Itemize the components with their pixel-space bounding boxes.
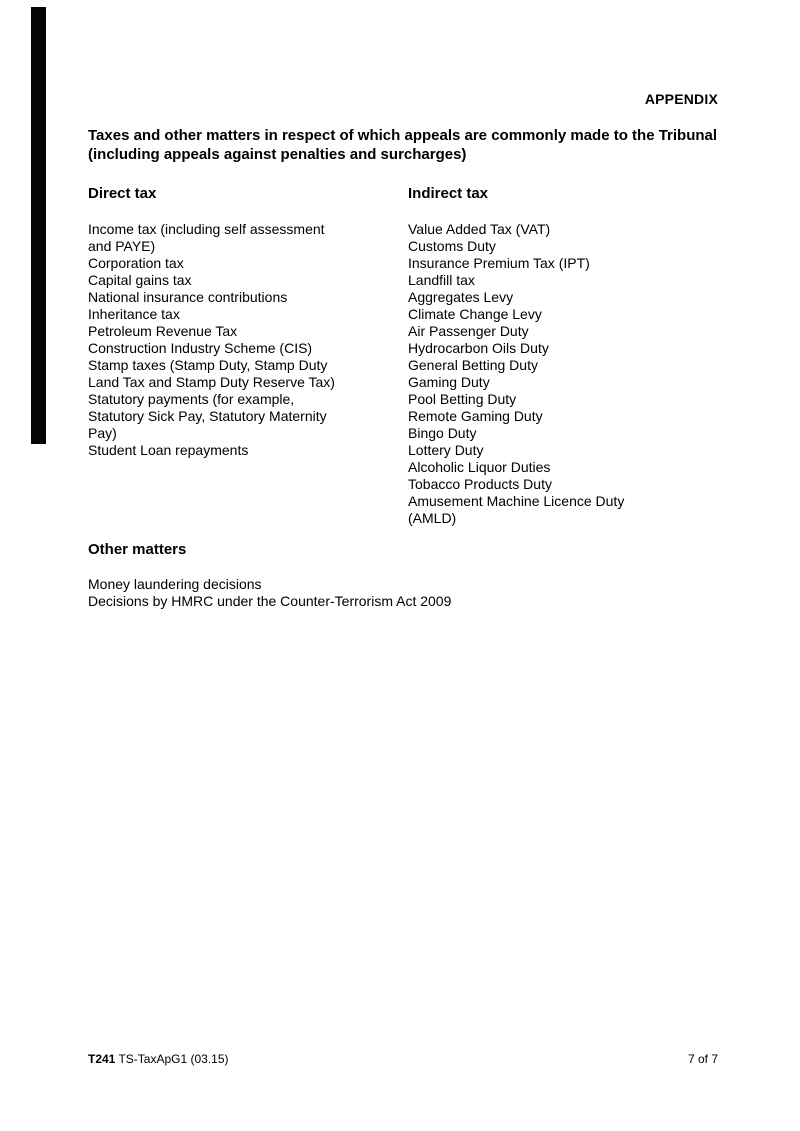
list-line: Statutory payments (for example, (88, 391, 295, 407)
direct-tax-list (88, 221, 408, 459)
indirect-tax-heading: Indirect tax (408, 185, 489, 202)
list-line: (AMLD) (408, 510, 457, 526)
list-line: Lottery Duty (408, 442, 484, 458)
list-line: Aggregates Levy (408, 289, 514, 305)
other-matters-list (88, 576, 451, 610)
indirect-tax-column (408, 185, 748, 527)
list-line: Value Added Tax (VAT) (408, 221, 551, 237)
list-line: Land Tax and Stamp Duty Reserve Tax) (88, 374, 335, 390)
list-line: Landfill tax (408, 272, 475, 288)
list-line: Capital gains tax (88, 272, 192, 288)
page-number: 7 of 7 (687, 1052, 718, 1066)
indirect-tax-list (408, 221, 748, 527)
list-line: Pay) (88, 425, 117, 441)
list-line: Insurance Premium Tax (IPT) (408, 255, 590, 271)
list-line: Bingo Duty (408, 425, 477, 441)
list-line: National insurance contributions (88, 289, 288, 305)
direct-tax-column (88, 185, 408, 459)
list-line: Corporation tax (88, 255, 184, 271)
list-line: Customs Duty (408, 238, 496, 254)
list-line: Student Loan repayments (88, 442, 249, 458)
list-line: Inheritance tax (88, 306, 180, 322)
list-line: Remote Gaming Duty (408, 408, 543, 424)
list-line: Alcoholic Liquor Duties (408, 459, 551, 475)
list-line: Amusement Machine Licence Duty (408, 493, 625, 509)
list-line: Money laundering decisions (88, 576, 262, 592)
page-title: Taxes and other matters in respect of which appeals are commonly made to the Tribunal (including appeals against penalties and surcharges) (88, 127, 718, 163)
form-code: T241 (88, 1052, 116, 1066)
list-line: and PAYE) (88, 238, 156, 254)
list-line: Construction Industry Scheme (CIS) (88, 340, 313, 356)
list-line: Climate Change Levy (408, 306, 542, 322)
list-line: General Betting Duty (408, 357, 538, 373)
list-line: Tobacco Products Duty (408, 476, 552, 492)
list-line: Air Passenger Duty (408, 323, 529, 339)
list-line: Decisions by HMRC under the Counter-Terrorism Act 2009 (88, 593, 452, 609)
form-ref-text: TS-TaxApG1 (03.15) (115, 1052, 229, 1066)
list-line: Hydrocarbon Oils Duty (408, 340, 549, 356)
form-reference (88, 1052, 229, 1066)
list-line: Pool Betting Duty (408, 391, 517, 407)
tax-columns (88, 185, 748, 527)
scan-artifact-bar (31, 7, 46, 444)
direct-tax-heading: Direct tax (88, 185, 157, 202)
list-line: Stamp taxes (Stamp Duty, Stamp Duty (88, 357, 328, 373)
other-matters-heading: Other matters (88, 541, 187, 558)
list-line: Statutory Sick Pay, Statutory Maternity (88, 408, 327, 424)
list-line: Petroleum Revenue Tax (88, 323, 238, 339)
list-line: Income tax (including self assessment (88, 221, 325, 237)
appendix-label: APPENDIX (644, 91, 718, 107)
list-line: Gaming Duty (408, 374, 490, 390)
page-footer (88, 1052, 718, 1066)
